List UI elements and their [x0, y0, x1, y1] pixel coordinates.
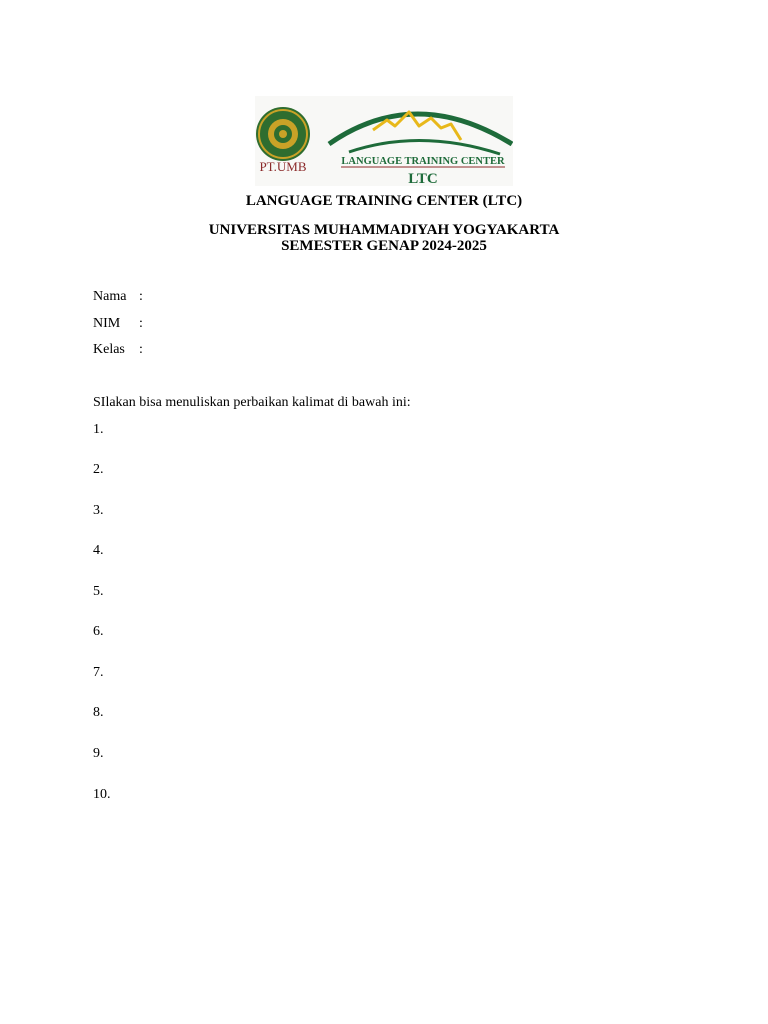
list-item: 9.	[93, 746, 104, 761]
list-item: 8.	[93, 705, 104, 720]
svg-text:LANGUAGE TRAINING CENTER: LANGUAGE TRAINING CENTER	[341, 156, 505, 167]
semester-label: SEMESTER GENAP 2024-2025	[281, 238, 487, 254]
list-item: 10.	[93, 787, 111, 802]
seal-icon	[256, 107, 310, 161]
list-item: 5.	[93, 584, 104, 599]
field-label: Nama	[93, 289, 127, 304]
list-item: 3.	[93, 503, 104, 518]
field-label: Kelas	[93, 342, 125, 357]
list-item: 1.	[93, 422, 104, 437]
list-item: 4.	[93, 543, 104, 558]
field-colon: :	[139, 316, 143, 331]
svg-text:LTC: LTC	[408, 171, 438, 186]
list-item: 2.	[93, 462, 104, 477]
svg-text:PT.UMB: PT.UMB	[259, 159, 307, 174]
university-name: UNIVERSITAS MUHAMMADIYAH YOGYAKARTA	[208, 222, 560, 238]
list-item: 6.	[93, 624, 104, 639]
field-colon: :	[139, 289, 143, 304]
center-title: LANGUAGE TRAINING CENTER (LTC)	[245, 193, 523, 209]
instruction-text: SIlakan bisa menuliskan perbaikan kalimat di bawah ini:	[93, 395, 411, 410]
field-colon: :	[139, 342, 143, 357]
list-item: 7.	[93, 665, 104, 680]
ltc-logo	[255, 96, 513, 186]
field-label: NIM	[93, 316, 121, 331]
